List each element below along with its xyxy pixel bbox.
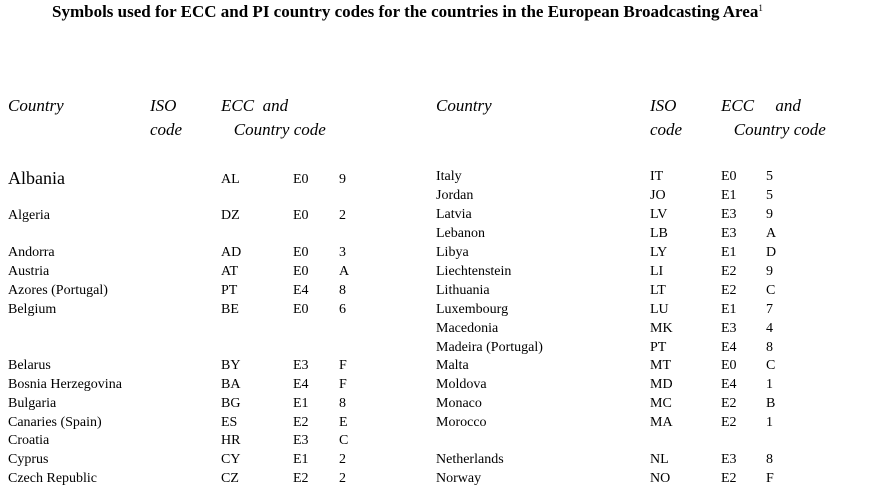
- cell-ecc: E0: [293, 245, 309, 260]
- cell-ecc: E3: [293, 433, 309, 448]
- cell-code: B: [766, 396, 776, 411]
- cell-code: F: [339, 377, 347, 392]
- cell-country: Italy: [436, 169, 462, 184]
- cell-iso: MT: [650, 358, 671, 373]
- cell-country: Moldova: [436, 377, 487, 392]
- cell-ecc: E1: [721, 188, 737, 203]
- cell-code: A: [339, 264, 350, 279]
- right-header-ecc: ECC and Country code: [721, 96, 826, 139]
- cell-iso: BG: [221, 396, 241, 411]
- cell-iso: BA: [221, 377, 241, 392]
- cell-ecc: E3: [721, 207, 737, 222]
- cell-iso: MK: [650, 321, 673, 336]
- cell-country: Algeria: [8, 208, 50, 223]
- cell-country: Canaries (Spain): [8, 415, 102, 430]
- cell-ecc: E2: [721, 471, 737, 486]
- cell-code: 1: [766, 377, 773, 392]
- cell-code: E: [339, 415, 348, 430]
- cell-ecc: E2: [721, 396, 737, 411]
- cell-country: Latvia: [436, 207, 472, 222]
- cell-iso: MC: [650, 396, 672, 411]
- cell-ecc: E1: [293, 396, 309, 411]
- cell-iso: AL: [221, 172, 240, 187]
- cell-country: Belarus: [8, 358, 51, 373]
- cell-code: 6: [339, 302, 346, 317]
- cell-country: Andorra: [8, 245, 55, 260]
- cell-ecc: E4: [293, 283, 309, 298]
- cell-country: Bulgaria: [8, 396, 57, 411]
- cell-iso: AT: [221, 264, 239, 279]
- cell-country: Malta: [436, 358, 469, 373]
- cell-ecc: E0: [721, 358, 737, 373]
- title-text: Symbols used for ECC and PI country codes for the countries in the European Broadcasting Area: [52, 2, 759, 21]
- cell-iso: LU: [650, 302, 669, 317]
- cell-code: F: [766, 471, 774, 486]
- cell-ecc: E3: [721, 321, 737, 336]
- cell-code: D: [766, 245, 777, 260]
- left-header-iso: ISO code: [150, 96, 183, 139]
- cell-iso: LT: [650, 283, 666, 298]
- cell-country: Cyprus: [8, 452, 49, 467]
- cell-code: A: [766, 226, 777, 241]
- cell-code: C: [766, 283, 776, 298]
- cell-code: C: [766, 358, 776, 373]
- cell-iso: PT: [221, 283, 238, 298]
- cell-ecc: E2: [721, 264, 737, 279]
- cell-country: Libya: [436, 245, 469, 260]
- cell-ecc: E4: [721, 340, 737, 355]
- cell-country: Albania: [8, 168, 65, 188]
- cell-code: 7: [766, 302, 773, 317]
- left-header-ecc: ECC and Country code: [221, 96, 326, 139]
- cell-code: 2: [339, 452, 346, 467]
- right-header-iso: ISO code: [650, 96, 683, 139]
- document-title: [52, 2, 763, 22]
- cell-country: Belgium: [8, 302, 57, 317]
- cell-iso: NL: [650, 452, 669, 467]
- cell-code: 4: [766, 321, 773, 336]
- cell-country: Azores (Portugal): [8, 283, 108, 298]
- cell-country: Bosnia Herzegovina: [8, 377, 122, 392]
- cell-ecc: E2: [293, 415, 309, 430]
- cell-country: Madeira (Portugal): [436, 340, 543, 355]
- cell-ecc: E1: [721, 302, 737, 317]
- cell-iso: LI: [650, 264, 664, 279]
- cell-country: Croatia: [8, 433, 50, 448]
- cell-code: 8: [766, 340, 773, 355]
- cell-iso: PT: [650, 340, 667, 355]
- cell-code: 2: [339, 471, 346, 486]
- cell-ecc: E2: [293, 471, 309, 486]
- cell-code: 5: [766, 188, 773, 203]
- cell-ecc: E4: [721, 377, 737, 392]
- cell-iso: LV: [650, 207, 668, 222]
- cell-country: Luxembourg: [436, 302, 509, 317]
- cell-code: 9: [766, 207, 773, 222]
- cell-ecc: E0: [293, 264, 309, 279]
- cell-ecc: E2: [721, 415, 737, 430]
- right-header-country: Country: [436, 96, 492, 115]
- cell-ecc: E4: [293, 377, 309, 392]
- cell-country: Norway: [436, 471, 482, 486]
- cell-country: Lebanon: [436, 226, 485, 241]
- cell-ecc: E1: [293, 452, 309, 467]
- cell-code: 8: [766, 452, 773, 467]
- cell-code: 1: [766, 415, 773, 430]
- cell-ecc: E3: [721, 452, 737, 467]
- cell-code: F: [339, 358, 347, 373]
- cell-ecc: E3: [293, 358, 309, 373]
- cell-code: 5: [766, 169, 773, 184]
- cell-iso: MD: [650, 377, 673, 392]
- cell-iso: CZ: [221, 471, 239, 486]
- cell-country: Jordan: [436, 188, 474, 203]
- cell-iso: DZ: [221, 208, 240, 223]
- cell-ecc: E2: [721, 283, 737, 298]
- cell-iso: JO: [650, 188, 666, 203]
- cell-country: Czech Republic: [8, 471, 98, 486]
- cell-iso: NO: [650, 471, 671, 486]
- cell-ecc: E0: [293, 302, 309, 317]
- cell-country: Netherlands: [436, 452, 504, 467]
- cell-iso: HR: [221, 433, 241, 448]
- cell-country: Lithuania: [436, 283, 490, 298]
- cell-iso: BE: [221, 302, 239, 317]
- cell-code: 9: [339, 172, 346, 187]
- cell-ecc: E0: [293, 172, 309, 187]
- left-header-country: Country: [8, 96, 64, 115]
- cell-code: 8: [339, 396, 346, 411]
- cell-code: 8: [339, 283, 346, 298]
- cell-country: Morocco: [436, 415, 487, 430]
- cell-iso: LB: [650, 226, 668, 241]
- cell-iso: MA: [650, 415, 673, 430]
- cell-code: C: [339, 433, 349, 448]
- cell-ecc: E0: [721, 169, 737, 184]
- cell-code: 9: [766, 264, 773, 279]
- cell-iso: BY: [221, 358, 241, 373]
- cell-country: Liechtenstein: [436, 264, 512, 279]
- cell-ecc: E0: [293, 208, 309, 223]
- title-footnote-marker: 1: [758, 3, 763, 13]
- cell-code: 3: [339, 245, 346, 260]
- cell-ecc: E3: [721, 226, 737, 241]
- cell-country: Macedonia: [436, 321, 499, 336]
- cell-country: Austria: [8, 264, 50, 279]
- cell-country: Monaco: [436, 396, 482, 411]
- cell-iso: IT: [650, 169, 664, 184]
- cell-code: 2: [339, 208, 346, 223]
- cell-ecc: E1: [721, 245, 737, 260]
- cell-iso: CY: [221, 452, 241, 467]
- cell-iso: ES: [221, 415, 238, 430]
- cell-iso: LY: [650, 245, 668, 260]
- cell-iso: AD: [221, 245, 242, 260]
